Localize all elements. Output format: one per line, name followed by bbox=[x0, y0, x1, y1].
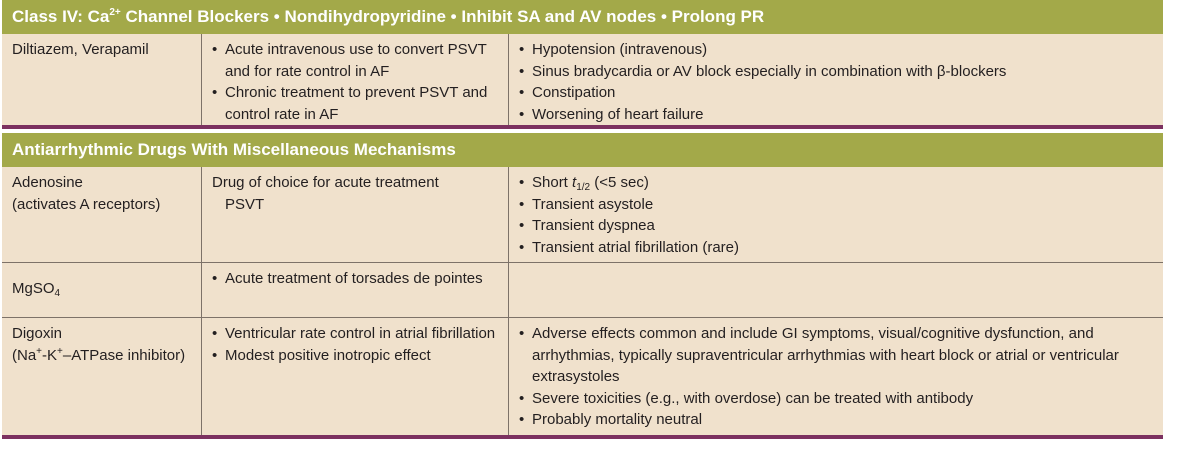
adverse-effects-cell bbox=[508, 263, 1163, 317]
indications-cell bbox=[201, 263, 508, 317]
drug-name: Digoxin bbox=[12, 325, 63, 342]
drug-name: Diltiazem, Verapamil bbox=[12, 41, 149, 58]
indication-text: PSVT bbox=[225, 195, 265, 213]
list-item: • Sinus bradycardia or AV block especially in combination with β-blockers bbox=[519, 61, 1155, 83]
indications-cell bbox=[201, 34, 508, 125]
section-header-class-iv: Class IV: $Ca^{2+}$ Channel Blockers • Nondihydropyridine • Inhibit SA and AV nodes • Prolong PR bbox=[2, 0, 1163, 34]
table-row bbox=[2, 318, 1163, 439]
drug-name: Adenosine bbox=[12, 174, 83, 191]
drug-name-cell bbox=[2, 318, 201, 435]
drug-mechanism: (activates A receptors) bbox=[12, 195, 161, 213]
table-row bbox=[2, 34, 1163, 129]
drug-name-cell bbox=[2, 167, 201, 262]
list-item: • Transient atrial fibrillation (rare) bbox=[519, 237, 1155, 259]
list-item: • Transient asystole bbox=[519, 194, 1155, 216]
indication-text: Drug of choice for acute treatment bbox=[212, 174, 439, 191]
list-item: • Chronic treatment to prevent PSVT and control rate in AF bbox=[212, 82, 500, 125]
list-item: • Worsening of heart failure bbox=[519, 104, 1155, 126]
drug-name: MgSO$_4$ bbox=[12, 280, 61, 299]
adverse-effects-cell bbox=[508, 34, 1163, 125]
drug-table bbox=[2, 0, 1163, 439]
table-row bbox=[2, 263, 1163, 318]
drug-mechanism: (Na+-K+–ATPase inhibitor) bbox=[12, 345, 186, 364]
table-row bbox=[2, 167, 1163, 263]
indications-cell bbox=[201, 318, 508, 435]
drug-name-cell bbox=[2, 34, 201, 125]
list-item: • Adverse effects common and include GI symptoms, visual/cognitive dysfunction, and arrhythmias, typically supraventricular arrhythmias with heart block or atrial or ventricular extrasystoles bbox=[519, 323, 1155, 388]
list-item: • Hypotension (intravenous) bbox=[519, 39, 1155, 61]
indications-cell bbox=[201, 167, 508, 262]
list-item: • Modest positive inotropic effect bbox=[212, 345, 500, 367]
section-header-misc: Antiarrhythmic Drugs With Miscellaneous Mechanisms bbox=[2, 133, 1163, 167]
drug-name-cell bbox=[2, 263, 201, 317]
adverse-effects-cell bbox=[508, 167, 1163, 262]
list-item: • Ventricular rate control in atrial fibrillation bbox=[212, 323, 500, 345]
list-item: • Constipation bbox=[519, 82, 1155, 104]
adverse-effects-cell bbox=[508, 318, 1163, 435]
list-item: • Acute treatment of torsades de pointes bbox=[212, 268, 500, 290]
list-item: • Severe toxicities (e.g., with overdose) can be treated with antibody bbox=[519, 388, 1155, 410]
list-item: • Transient dyspnea bbox=[519, 215, 1155, 237]
list-item: • Short $t_{1/2}$ (<5 sec) bbox=[519, 172, 1155, 194]
list-item: • Probably mortality neutral bbox=[519, 409, 1155, 431]
list-item: • Acute intravenous use to convert PSVT and for rate control in AF bbox=[212, 39, 500, 82]
